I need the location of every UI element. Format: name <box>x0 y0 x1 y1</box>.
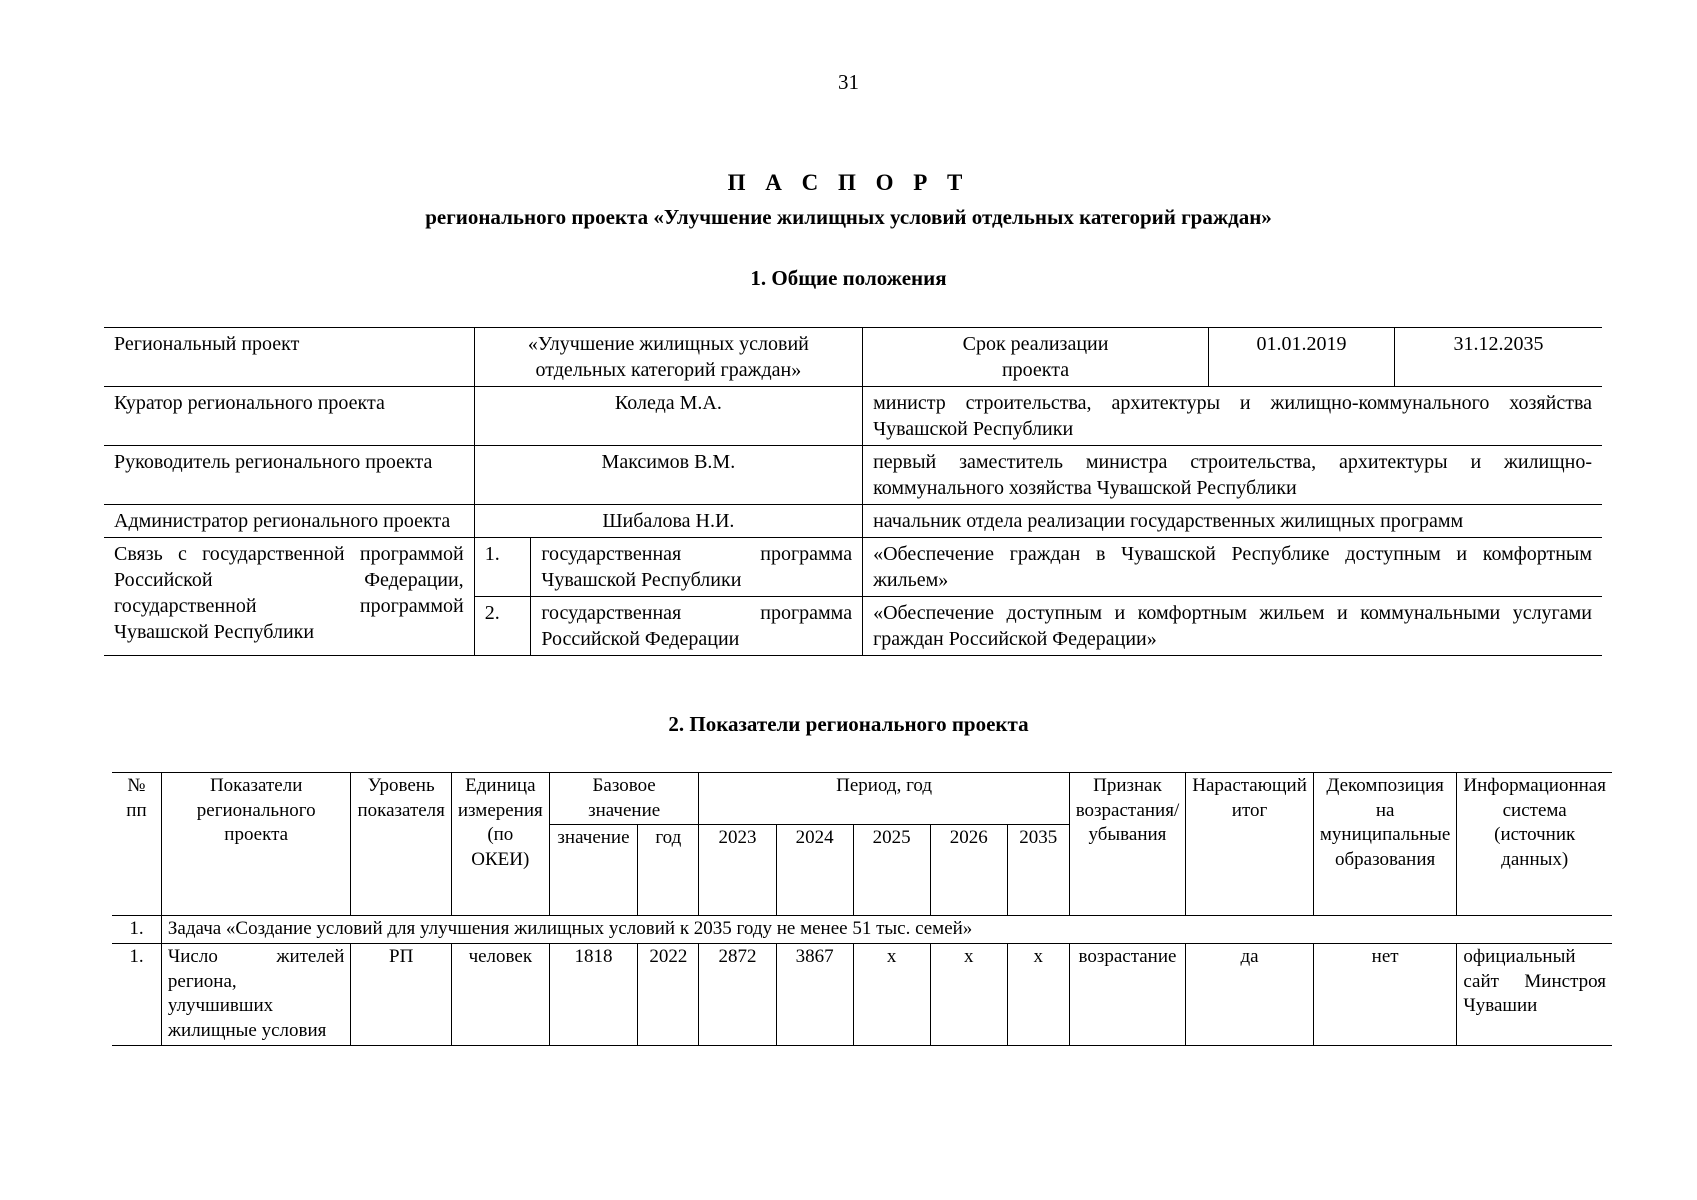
link-program-name: «Обеспечение доступным и комфортным жильем и коммунальными услугами граждан Российской Федерации» <box>863 597 1602 656</box>
link-label: Связь с государственной программой Российской Федерации, государственной программой Чувашской Республики <box>104 538 474 656</box>
col-unit-header: Единица измерения (по ОКЕИ) <box>451 773 549 916</box>
head-row <box>104 446 1602 505</box>
link-num: 2. <box>474 597 531 656</box>
document-subtitle: регионального проекта «Улучшение жилищных условий отдельных категорий граждан» <box>425 205 1272 229</box>
col-num-header: № пп <box>126 775 147 821</box>
col-year-header: 2035 <box>1007 825 1069 916</box>
table-row <box>112 944 1612 1046</box>
project-label: Региональный проект <box>114 333 300 355</box>
task-row <box>112 916 1612 944</box>
row-level: РП <box>351 944 451 1046</box>
row-base-year: 2022 <box>638 944 699 1046</box>
term-end: 31.12.2035 <box>1395 328 1602 387</box>
row-value-2025: х <box>853 944 930 1046</box>
indicators-table <box>112 772 1612 1046</box>
col-year-header: 2025 <box>853 825 930 916</box>
col-indicator-header: Показатели регионального проекта <box>161 773 351 916</box>
row-value-2026: х <box>930 944 1007 1046</box>
section-1-heading: 1. Общие положения <box>750 266 947 290</box>
col-trend-header: Признак возрастания/ убывания <box>1069 773 1186 916</box>
col-base-year-header: год <box>638 825 699 916</box>
link-row-1 <box>104 538 1602 597</box>
page-number: 31 <box>838 70 859 94</box>
admin-label: Администратор регионального проекта <box>104 505 474 538</box>
row-value-2024: 3867 <box>776 944 853 1046</box>
col-period-header: Период, год <box>699 773 1069 825</box>
row-value-2035: х <box>1007 944 1069 1046</box>
col-year-header: 2024 <box>776 825 853 916</box>
col-year-header: 2026 <box>930 825 1007 916</box>
row-unit: человек <box>451 944 549 1046</box>
project-row <box>104 328 1602 387</box>
general-provisions-table <box>104 327 1602 656</box>
col-base-header: Базовое значение <box>549 773 699 825</box>
row-value-2023: 2872 <box>699 944 776 1046</box>
head-position: первый заместитель министра строительства, архитектуры и жилищно-коммунального хозяйства Чувашской Республики <box>863 446 1602 505</box>
term-start: 01.01.2019 <box>1209 328 1395 387</box>
col-info-system-header: Информационная система (источник данных) <box>1457 773 1612 916</box>
section-2-heading: 2. Показатели регионального проекта <box>668 712 1029 736</box>
header-row-1 <box>112 773 1612 825</box>
row-cumulative: да <box>1186 944 1314 1046</box>
col-year-header: 2023 <box>699 825 776 916</box>
admin-position: начальник отдела реализации государственных жилищных программ <box>863 505 1602 538</box>
col-base-value-header: значение <box>549 825 637 916</box>
col-cumulative-header: Нарастающий итог <box>1186 773 1314 916</box>
row-base-value: 1818 <box>549 944 637 1046</box>
task-text: Задача «Создание условий для улучшения жилищных условий к 2035 году не менее 51 тыс. семей» <box>161 916 1612 944</box>
term-label: Срок реализации проекта <box>863 328 1209 387</box>
curator-position: министр строительства, архитектуры и жилищно-коммунального хозяйства Чувашской Республики <box>863 387 1602 446</box>
link-program-type: государственная программа Российской Федерации <box>531 597 863 656</box>
col-level-header: Уровень показателя <box>351 773 451 916</box>
link-program-type: государственная программа Чувашской Республики <box>531 538 863 597</box>
row-trend: возрастание <box>1069 944 1186 1046</box>
project-name: «Улучшение жилищных условий отдельных категорий граждан» <box>474 328 862 387</box>
document-title: П А С П О Р Т <box>727 170 970 195</box>
curator-name: Коледа М.А. <box>474 387 862 446</box>
admin-name: Шибалова Н.И. <box>474 505 862 538</box>
row-indicator: Число жителей региона, улучшивших жилищные условия <box>161 944 351 1046</box>
task-num: 1. <box>112 916 161 944</box>
curator-row <box>104 387 1602 446</box>
curator-label: Куратор регионального проекта <box>104 387 474 446</box>
link-program-name: «Обеспечение граждан в Чувашской Республике доступным и комфортным жильем» <box>863 538 1602 597</box>
row-decomposition: нет <box>1313 944 1456 1046</box>
col-decomposition-header: Декомпозиция на муниципальные образования <box>1313 773 1456 916</box>
head-label: Руководитель регионального проекта <box>104 446 474 505</box>
admin-row <box>104 505 1602 538</box>
row-info-system: официальный сайт Минстроя Чувашии <box>1457 944 1612 1046</box>
row-num: 1. <box>112 944 161 1046</box>
link-num: 1. <box>474 538 531 597</box>
head-name: Максимов В.М. <box>474 446 862 505</box>
